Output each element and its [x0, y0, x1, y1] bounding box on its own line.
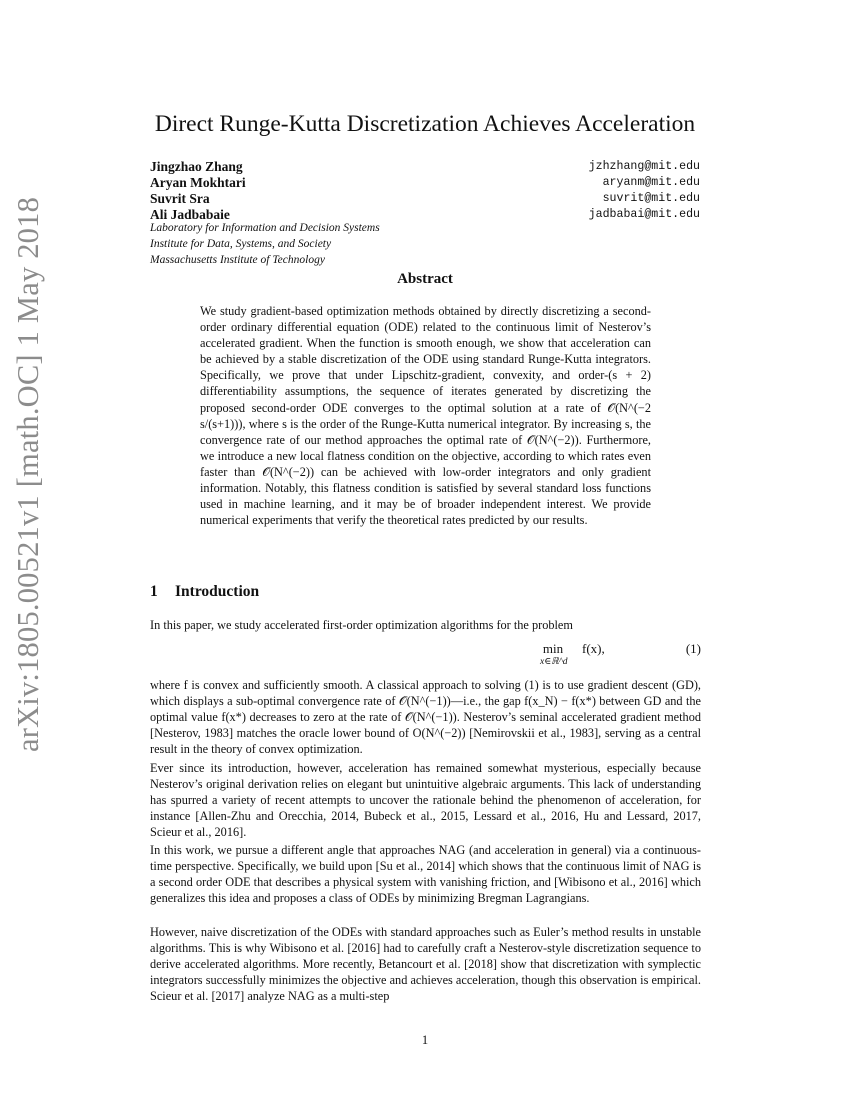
equation-number: (1)	[685, 641, 701, 656]
paper-title: Direct Runge-Kutta Discretization Achieves Acceleration	[154, 111, 696, 137]
section-title: Introduction	[175, 583, 260, 600]
section-number: 1	[150, 583, 158, 600]
affiliation: Institute for Data, Systems, and Society	[150, 238, 332, 250]
intro-lead: In this paper, we study accelerated first-order optimization algorithms for the problem	[150, 618, 573, 632]
paragraph: Ever since its introduction, however, acceleration has remained somewhat mysterious, especially because Nesterov’s original derivation relies on elegant but unintuitive algebraic arguments. This lack of understanding has spurred a variety of recent attempts to uncover the rationale behind the phenomenon of acceleration, for instance [Allen-Zhu and Orecchia, 2014, Bubeck et al., 2015, Lessard et al., 2016, Hu and Lessard, 2017, Scieur et al., 2016].	[150, 761, 701, 839]
equation-operator-block	[540, 641, 566, 668]
page-number: 1	[421, 1033, 429, 1047]
equation-operator: min	[542, 641, 564, 656]
abstract-text: . Furthermore, we introduce a new local flatness condition on the objective, according to which rates even faster than	[200, 432, 651, 479]
abstract-math: 𝒪(N^(−2))	[526, 432, 579, 447]
author-name: Suvrit Sra	[150, 191, 210, 206]
paragraph: However, naive discretization of the ODEs with standard approaches such as Euler’s method results in unstable algorithms. This is why Wibisono et al. [2016] had to carefully craft a Nesterov-style discretization sequence to derive accelerated algorithms. More recently, Betancourt et al. [2018] show that discretization with symplectic integrators successfully minimizes the objective and achieves acceleration, though this observation is empirical. Scieur et al. [2017] analyze NAG as a multi-step	[150, 925, 701, 1003]
author-row	[150, 174, 700, 191]
arxiv-stamp	[4, 196, 54, 752]
author-email: jadbabai@mit.edu	[588, 208, 700, 221]
author-name: Ali Jadbabaie	[150, 207, 230, 222]
affiliation: Laboratory for Information and Decision Systems	[150, 222, 380, 234]
equation-1	[150, 641, 701, 675]
abstract-body	[200, 303, 651, 528]
author-row	[150, 158, 700, 175]
author-row	[150, 190, 700, 207]
abstract-text: , where s is the order of the Runge-Kutta numerical integrator. By increasing s, the convergence rate of our method approaches the optimal rate of	[200, 416, 651, 447]
paragraph: where f is convex and sufficiently smooth. A classical approach to solving (1) is to use gradient descent (GD), which displays a sub-optimal convergence rate of 𝒪(N^(−1))—i.e., the gap f(x_N) − f(x*) between GD and the optimal value f(x*) decreases to zero at the rate of 𝒪(N^(−1)). Nesterov’s seminal accelerated gradient method [Nesterov, 1983] matches the oracle lower bound of O(N^(−2)) [Nemirovskii et al., 1983], serving as a central result in the theory of convex optimization.	[150, 678, 701, 756]
abstract-math: 𝒪(N^(−2 s/(s+1)))	[200, 400, 651, 431]
author-email: aryanm@mit.edu	[602, 176, 700, 189]
author-email: jzhzhang@mit.edu	[588, 160, 700, 173]
abstract-text: We study gradient-based optimization methods obtained by directly discretizing a second-order ordinary differential equation (ODE) related to the continuous limit of Nesterov’s accelerated gradient. When the function is smooth enough, we show that acceleration can be achieved by a stable discretization of the ODE using standard Runge-Kutta integrators. Specifically, we prove that under Lipschitz-gradient, convexity, and order-	[200, 304, 651, 383]
equation-expression: f(x),	[582, 641, 605, 656]
arxiv-stamp-text: arXiv:1805.00521v1 [math.OC] 1 May 2018	[11, 196, 46, 752]
abstract-heading: Abstract	[397, 271, 453, 287]
abstract-text: differentiability assumptions, the sequence of iterates generated by discretizing the proposed second-order ODE converges to the optimal solution at a rate of	[200, 384, 651, 415]
equation-subscript: x∈ℝ^d	[540, 657, 568, 667]
abstract-math: (s + 2)	[608, 368, 652, 383]
affiliation: Massachusetts Institute of Technology	[150, 254, 325, 266]
author-name: Jingzhao Zhang	[150, 159, 243, 174]
author-email: suvrit@mit.edu	[602, 192, 700, 205]
abstract-math: 𝒪(N^(−2))	[262, 464, 315, 479]
abstract-text: can be achieved with low-order integrators and only gradient information. Notably, this flatness condition is satisfied by several standard loss functions used in machine learning, and it may be of broader independent interest. We provide numerical experiments that verify the theoretical rates predicted by our results.	[200, 464, 651, 528]
paragraph: In this work, we pursue a different angle that approaches NAG (and acceleration in general) via a continuous-time perspective. Specifically, we build upon [Su et al., 2014] which shows that the continuous limit of NAG is a second order ODE that describes a physical system with vanishing friction, and [Wibisono et al., 2016] which generalizes this idea and proposes a class of ODEs by minimizing Bregman Lagrangians.	[150, 843, 701, 905]
author-name: Aryan Mokhtari	[150, 175, 246, 190]
section-heading	[150, 582, 259, 602]
